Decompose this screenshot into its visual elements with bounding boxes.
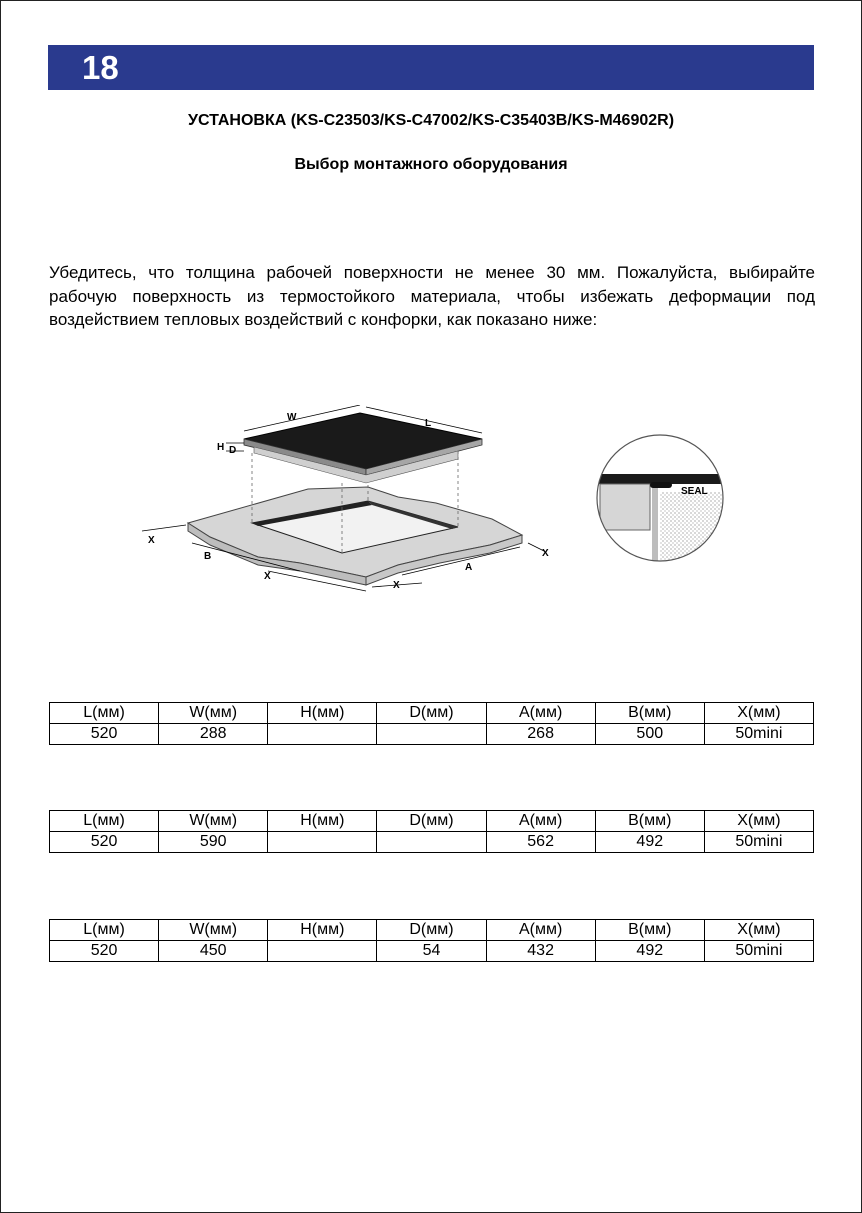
header-cell: B(мм)	[595, 920, 704, 941]
label-b: B	[204, 551, 212, 562]
label-d: D	[229, 445, 237, 456]
section-subtitle: Выбор монтажного оборудования	[294, 156, 568, 173]
header-cell: D(мм)	[377, 811, 486, 832]
value-cell: 50mini	[704, 941, 813, 962]
header-cell: H(мм)	[268, 920, 377, 941]
header-cell: B(мм)	[595, 811, 704, 832]
value-cell	[268, 941, 377, 962]
header-cell: D(мм)	[377, 703, 486, 724]
label-x-left: X	[148, 535, 155, 546]
label-l: L	[425, 418, 432, 429]
header-cell: X(мм)	[704, 703, 813, 724]
value-cell: 50mini	[704, 832, 813, 853]
value-cell: 562	[486, 832, 595, 853]
header-cell: B(мм)	[595, 703, 704, 724]
value-cell	[268, 832, 377, 853]
table-row	[50, 832, 814, 853]
seal-label: SEAL	[681, 486, 708, 497]
spec-table-1	[49, 702, 814, 745]
header-cell: L(мм)	[50, 811, 159, 832]
header-cell: A(мм)	[486, 811, 595, 832]
value-cell: 268	[486, 724, 595, 745]
value-cell: 520	[50, 724, 159, 745]
value-cell: 520	[50, 941, 159, 962]
header-cell: L(мм)	[50, 920, 159, 941]
spec-table-2	[49, 810, 814, 853]
header-cell: X(мм)	[704, 811, 813, 832]
table-header-row	[50, 811, 814, 832]
value-cell: 50mini	[704, 724, 813, 745]
section-title: УСТАНОВКА (KS-C23503/KS-C47002/KS-C35403B/KS-M46902R)	[187, 112, 675, 129]
header-cell: A(мм)	[486, 920, 595, 941]
value-cell: 492	[595, 832, 704, 853]
value-cell	[377, 832, 486, 853]
header-cell: H(мм)	[268, 703, 377, 724]
value-cell: 500	[595, 724, 704, 745]
value-cell: 590	[159, 832, 268, 853]
value-cell: 520	[50, 832, 159, 853]
label-h: H	[217, 442, 225, 453]
spec-table-3	[49, 919, 814, 962]
value-cell: 450	[159, 941, 268, 962]
table-row	[50, 941, 814, 962]
label-x-right: X	[542, 548, 549, 559]
value-cell: 492	[595, 941, 704, 962]
installation-diagram	[140, 405, 560, 600]
table-row	[50, 724, 814, 745]
value-cell: 288	[159, 724, 268, 745]
header-cell: L(мм)	[50, 703, 159, 724]
seal-detail-diagram	[594, 432, 726, 564]
table-header-row	[50, 703, 814, 724]
header-cell: W(мм)	[159, 703, 268, 724]
instruction-paragraph: Убедитесь, что толщина рабочей поверхности не менее 30 мм. Пожалуйста, выбирайте рабочую поверхность из термостойкого материала, чтобы избежать деформации под воздействием тепловых воздействий с конфорки, как показано ниже:	[49, 263, 815, 329]
header-cell: A(мм)	[486, 703, 595, 724]
label-w: W	[287, 412, 297, 423]
value-cell: 54	[377, 941, 486, 962]
value-cell	[377, 724, 486, 745]
label-x-bottom: X	[264, 571, 271, 582]
header-cell: W(мм)	[159, 920, 268, 941]
table-header-row	[50, 920, 814, 941]
header-cell: H(мм)	[268, 811, 377, 832]
hob	[244, 413, 482, 483]
header-cell: X(мм)	[704, 920, 813, 941]
label-x-front: X	[393, 580, 400, 591]
page-number: 18	[82, 49, 119, 86]
header-bar	[48, 45, 814, 90]
value-cell	[268, 724, 377, 745]
value-cell: 432	[486, 941, 595, 962]
label-a: A	[465, 562, 473, 573]
header-cell: D(мм)	[377, 920, 486, 941]
header-cell: W(мм)	[159, 811, 268, 832]
